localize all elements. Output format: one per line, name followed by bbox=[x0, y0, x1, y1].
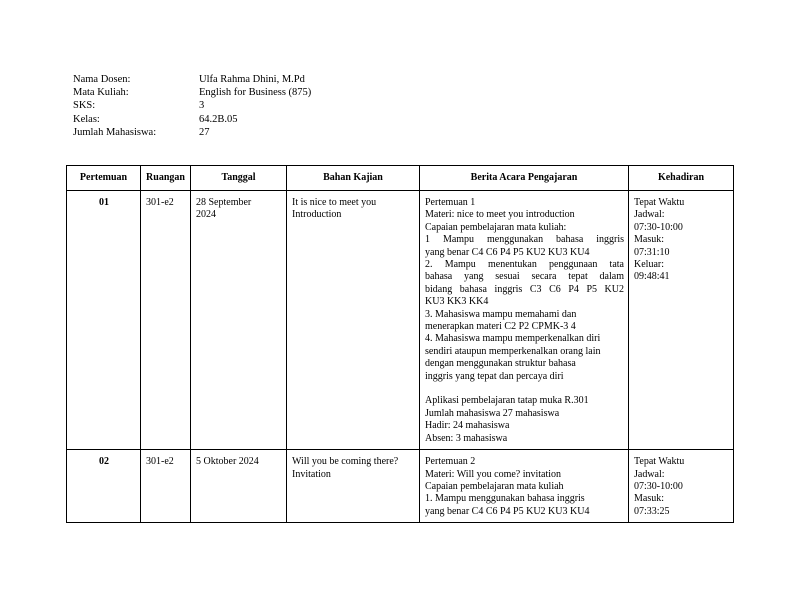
cell-ruangan: 301-e2 bbox=[141, 450, 191, 523]
cell-line: 1 Mampu menggunakan bahasa inggris bbox=[425, 234, 624, 246]
cell-line: 4. Mahasiswa mampu memperkenalkan diri bbox=[425, 333, 601, 345]
cell-line: 28 September bbox=[196, 197, 252, 208]
info-row bbox=[73, 126, 373, 139]
cell-bahan-kajian bbox=[287, 191, 420, 450]
cell-pertemuan: 02 bbox=[67, 450, 141, 523]
cell-bahan-kajian bbox=[287, 450, 420, 523]
info-value: 27 bbox=[199, 126, 210, 138]
header-ruangan: Ruangan bbox=[141, 166, 191, 191]
cell-line: 07:30-10:00 bbox=[634, 221, 683, 233]
cell-kehadiran bbox=[629, 191, 734, 450]
cell-line: Absen: 3 mahasiswa bbox=[425, 432, 508, 444]
cell-line: Invitation bbox=[292, 468, 331, 480]
cell-line: 2. Mampu menentukan penggunaan tata bbox=[425, 259, 624, 271]
cell-line: inggris yang tepat dan percaya diri bbox=[425, 370, 564, 382]
info-row bbox=[73, 113, 373, 126]
info-row bbox=[73, 73, 373, 86]
cell-line: menerapkan materi C2 P2 CPMK-3 4 bbox=[425, 321, 576, 333]
info-label: Mata Kuliah: bbox=[73, 87, 129, 99]
cell-berita-acara bbox=[420, 450, 629, 523]
cell-line: It is nice to meet you bbox=[292, 197, 377, 208]
info-label: Kelas: bbox=[73, 113, 100, 125]
info-value: English for Business (875) bbox=[199, 87, 312, 99]
cell-ruangan: 301-e2 bbox=[141, 191, 191, 450]
info-label: SKS: bbox=[73, 100, 96, 112]
cell-line: 3. Mahasiswa mampu memahami dan bbox=[425, 308, 577, 320]
cell-line: Pertemuan 2 bbox=[425, 456, 476, 468]
cell-line: 07:31:10 bbox=[634, 246, 670, 258]
cell-pertemuan: 01 bbox=[67, 191, 141, 450]
cell-line: bahasa yang sesuai secara tepat dalam bbox=[425, 271, 624, 283]
cell-line: Pertemuan 1 bbox=[425, 197, 476, 208]
info-label: Nama Dosen: bbox=[73, 74, 131, 85]
cell-line: Tepat Waktu bbox=[634, 456, 685, 468]
cell-line: Materi: nice to meet you introduction bbox=[425, 209, 575, 221]
cell-tanggal bbox=[191, 450, 287, 523]
course-info bbox=[73, 73, 373, 139]
cell-line: Introduction bbox=[292, 209, 342, 221]
cell-line: 07:30-10:00 bbox=[634, 480, 683, 492]
cell-line: Aplikasi pembelajaran tatap muka R.301 bbox=[425, 395, 589, 407]
cell-line: sendiri ataupun memperkenalkan orang lain bbox=[425, 345, 601, 357]
cell-line: Tepat Waktu bbox=[634, 197, 685, 208]
cell-line: 2024 bbox=[196, 209, 216, 221]
cell-line: Jadwal: bbox=[634, 209, 665, 221]
cell-line: 07:33:25 bbox=[634, 505, 670, 517]
cell-line: 1. Mampu menggunakan bahasa inggris bbox=[425, 493, 585, 505]
table-row bbox=[67, 191, 734, 450]
cell-line bbox=[425, 383, 624, 395]
cell-line: dengan menggunakan struktur bahasa bbox=[425, 358, 576, 370]
table-row bbox=[67, 450, 734, 523]
cell-line: Masuk: bbox=[634, 234, 664, 246]
cell-line: KU3 KK3 KK4 bbox=[425, 296, 489, 308]
info-row bbox=[73, 99, 373, 112]
header-pertemuan: Pertemuan bbox=[67, 166, 141, 191]
cell-line: yang benar C4 C6 P4 P5 KU2 KU3 KU4 bbox=[425, 505, 590, 517]
cell-line: Jumlah mahasiswa 27 mahasiswa bbox=[425, 407, 560, 419]
cell-line: Capaian pembelajaran mata kuliah: bbox=[425, 221, 567, 233]
cell-line: Will you be coming there? bbox=[292, 456, 399, 468]
cell-line: Keluar: bbox=[634, 259, 664, 271]
info-value: 3 bbox=[199, 100, 205, 112]
header-bahan-kajian: Bahan Kajian bbox=[287, 166, 420, 191]
header-berita-acara: Berita Acara Pengajaran bbox=[420, 166, 629, 191]
header-tanggal: Tanggal bbox=[191, 166, 287, 191]
cell-kehadiran bbox=[629, 450, 734, 523]
cell-berita-acara bbox=[420, 191, 629, 450]
cell-line: Hadir: 24 mahasiswa bbox=[425, 420, 510, 432]
table-header-row bbox=[67, 166, 734, 191]
cell-tanggal bbox=[191, 191, 287, 450]
cell-line: Masuk: bbox=[634, 493, 664, 505]
cell-line: Jadwal: bbox=[634, 468, 665, 480]
cell-line: Materi: Will you come? invitation bbox=[425, 468, 562, 480]
info-value: Ulfa Rahma Dhini, M.Pd bbox=[199, 74, 305, 85]
info-value: 64.2B.05 bbox=[199, 113, 238, 125]
cell-line: bidang bahasa inggris C3 C6 P4 P5 KU2 bbox=[425, 283, 624, 295]
cell-line: Capaian pembelajaran mata kuliah bbox=[425, 480, 564, 492]
info-row bbox=[73, 86, 373, 99]
teaching-log-table bbox=[66, 165, 734, 523]
cell-line: yang benar C4 C6 P4 P5 KU2 KU3 KU4 bbox=[425, 246, 590, 258]
cell-line: 5 Oktober 2024 bbox=[196, 456, 259, 468]
cell-line: 09:48:41 bbox=[634, 271, 670, 283]
header-kehadiran: Kehadiran bbox=[629, 166, 734, 191]
info-label: Jumlah Mahasiswa: bbox=[73, 126, 157, 138]
